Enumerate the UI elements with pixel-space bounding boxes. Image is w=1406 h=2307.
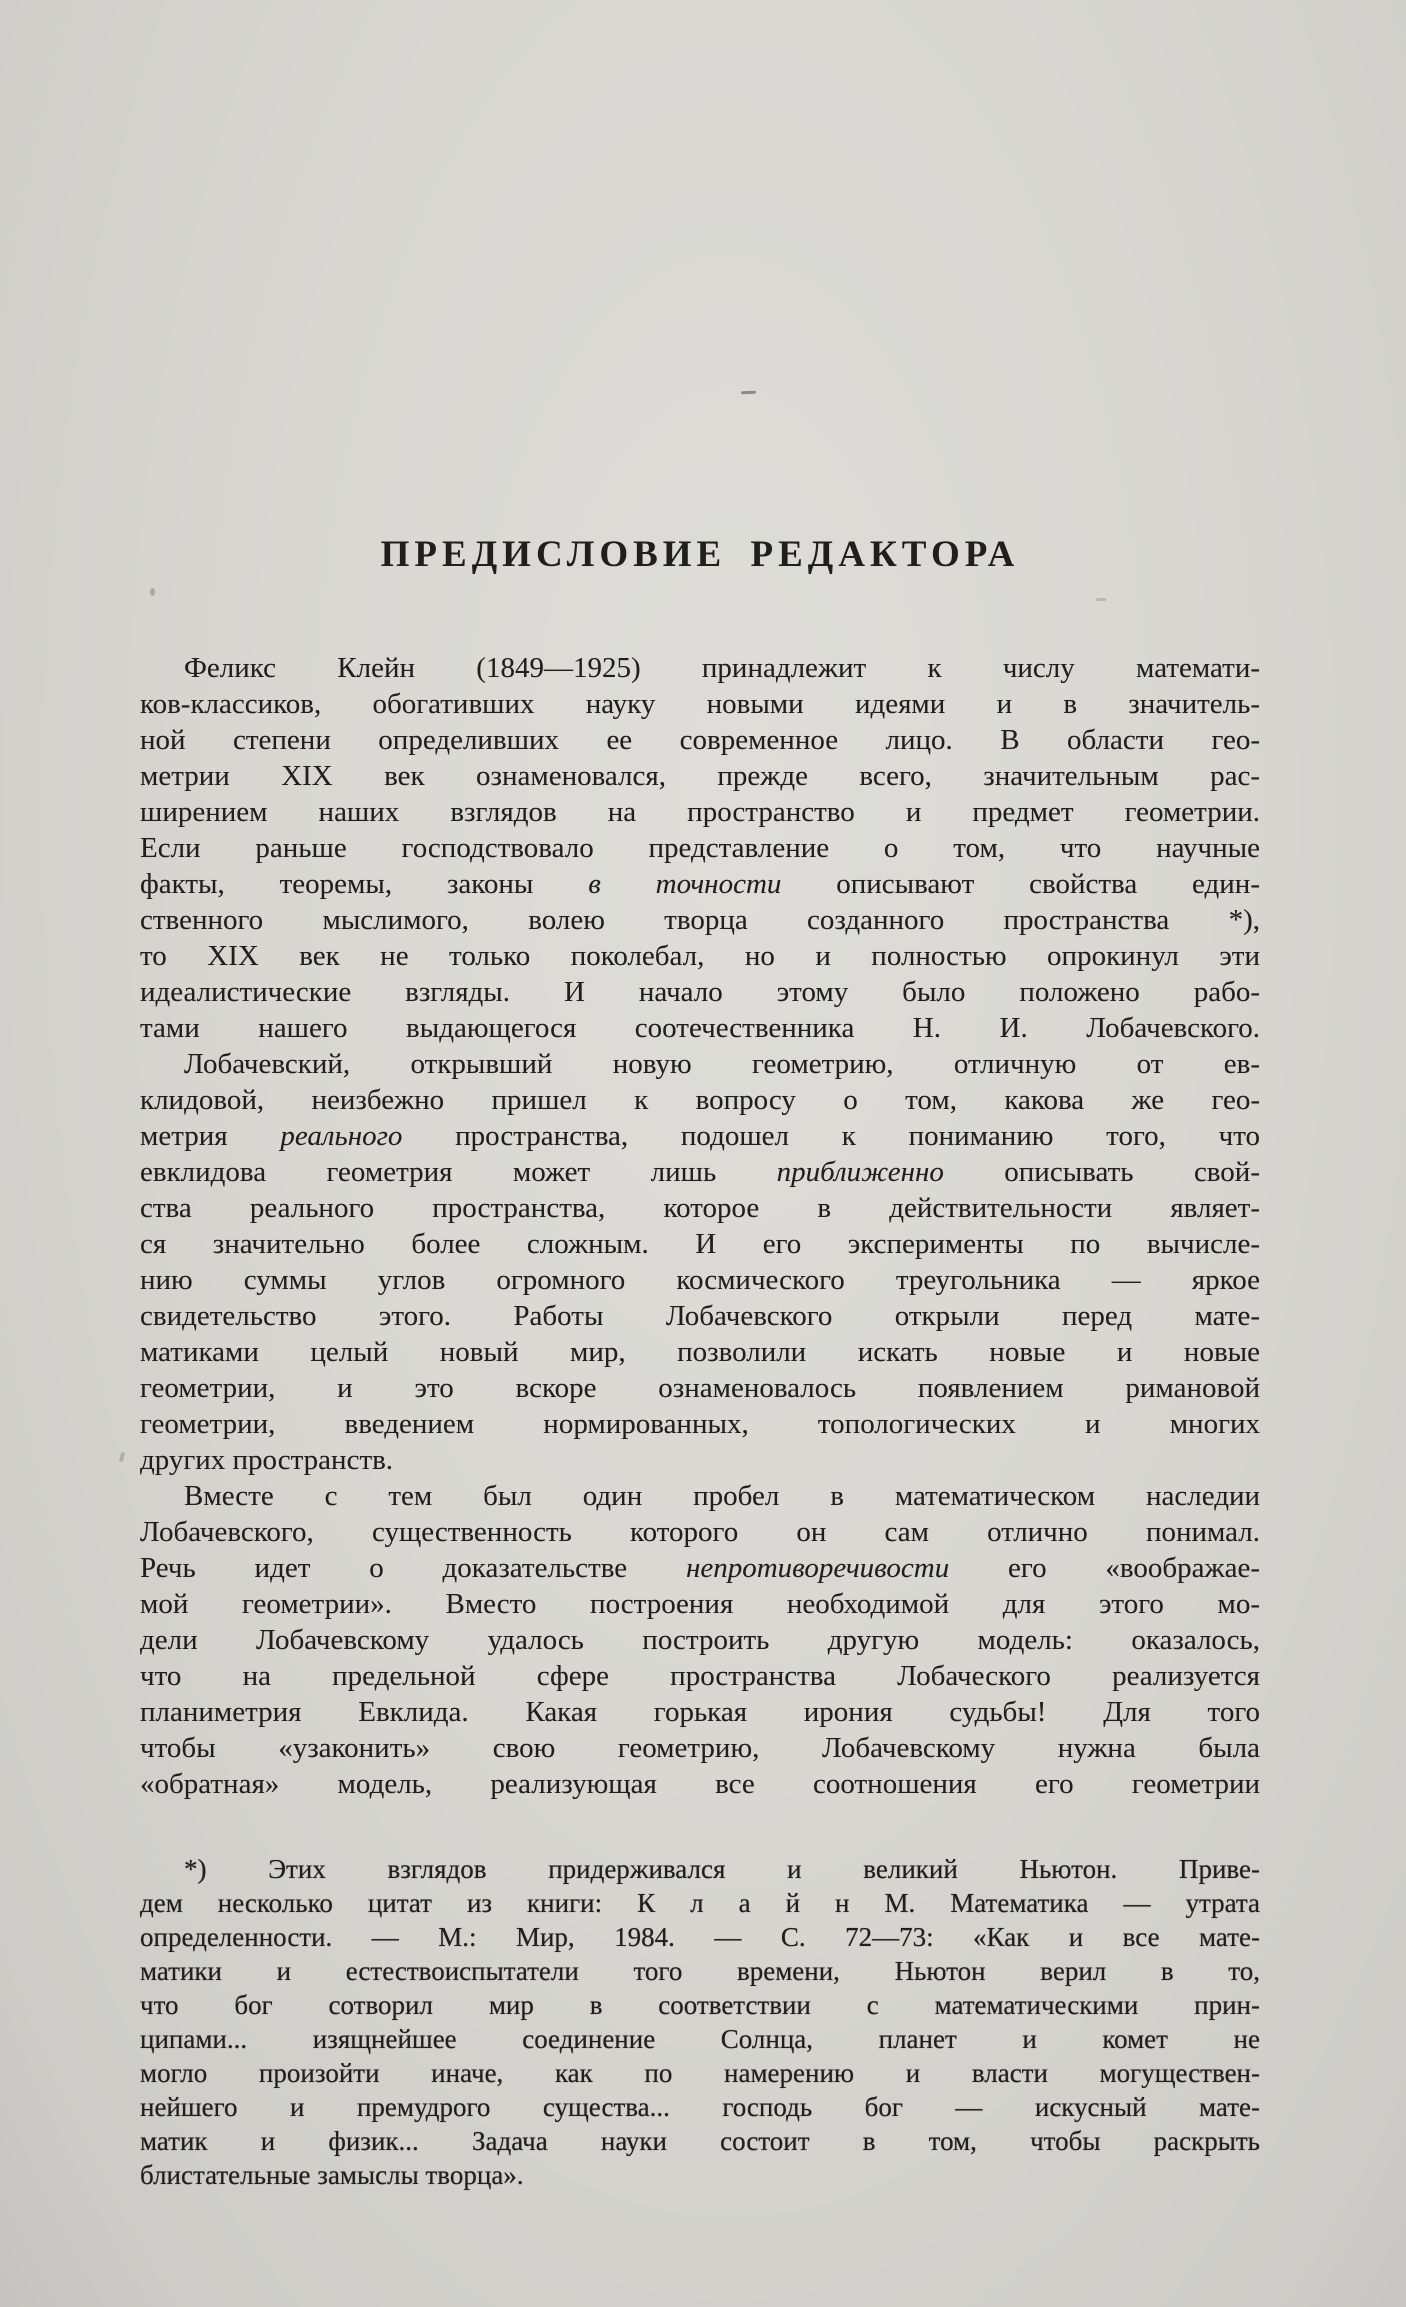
scan-artifact: [119, 1452, 125, 1463]
text-line: идеалистические взгляды. И начало этому было положено рабо-: [140, 976, 1260, 1008]
text-line: других пространств.: [140, 1444, 394, 1476]
text-line: ственного мыслимого, волею творца созданного пространства *),: [140, 904, 1260, 936]
scan-artifact: [150, 588, 155, 596]
text-line: факты, теоремы, законы в точности описывают свойства един-: [140, 868, 1260, 900]
text-line: Феликс Клейн (1849—1925) принадлежит к числу математи-: [184, 652, 1260, 684]
paragraph: [140, 1478, 1260, 1802]
text-line: Речь идет о доказательстве непротиворечивости его «воображае-: [140, 1552, 1260, 1584]
footnote: [140, 1852, 1260, 2192]
paragraph: [140, 650, 1260, 1046]
text-line: ков-классиков, обогативших науку новыми идеями и в значитель-: [140, 688, 1260, 720]
text-line: ной степени определивших ее современное лицо. В области гео-: [140, 724, 1260, 756]
text-line: ципами... изящнейшее соединение Солнца, планет и комет не: [140, 2024, 1260, 2054]
text-line: планиметрия Евклида. Какая горькая ирония судьбы! Для того: [140, 1696, 1260, 1728]
text-line: дем несколько цитат из книги: К л а й н М. Математика — утрата: [140, 1888, 1260, 1918]
text-line: метрия реального пространства, подошел к пониманию того, что: [140, 1120, 1260, 1152]
text-line: клидовой, неизбежно пришел к вопросу о том, какова же гео-: [140, 1084, 1260, 1116]
text-line: геометрии, введением нормированных, топологических и многих: [140, 1408, 1260, 1440]
text-line: мой геометрии». Вместо построения необходимой для этого мо-: [140, 1588, 1260, 1620]
text-line: блистательные замыслы творца».: [140, 2160, 524, 2190]
text-line: что бог сотворил мир в соответствии с математическими прин-: [140, 1990, 1260, 2020]
text-line: матик и физик... Задача науки состоит в том, чтобы раскрыть: [140, 2126, 1260, 2156]
main-text: [140, 650, 1260, 1802]
scan-artifact: [1096, 598, 1106, 601]
text-line: дели Лобачевскому удалось построить другую модель: оказалось,: [140, 1624, 1260, 1656]
text-line: матиками целый новый мир, позволили искать новые и новые: [140, 1336, 1260, 1368]
text-line: определенности. — М.: Мир, 1984. — С. 72—73: «Как и все мате-: [140, 1922, 1260, 1952]
text-line: Лобачевского, существенность которого он сам отлично понимал.: [140, 1516, 1260, 1548]
text-line: что на предельной сфере пространства Лобаческого реализуется: [140, 1660, 1260, 1692]
text-line: Вместе с тем был один пробел в математическом наследии: [184, 1480, 1260, 1512]
text-line: Если раньше господствовало представление о том, что научные: [140, 832, 1260, 864]
text-line: «обратная» модель, реализующая все соотношения его геометрии: [140, 1768, 1260, 1800]
text-line: тами нашего выдающегося соотечественника Н. И. Лобачевского.: [140, 1012, 1260, 1044]
text-line: геометрии, и это вскоре ознаменовалось появлением римановой: [140, 1372, 1260, 1404]
text-line: свидетельство этого. Работы Лобачевского открыли перед мате-: [140, 1300, 1260, 1332]
paragraph: [140, 1046, 1260, 1478]
text-line: матики и естествоиспытатели того времени, Ньютон верил в то,: [140, 1956, 1260, 1986]
text-line: нию суммы углов огромного космического треугольника — яркое: [140, 1264, 1260, 1296]
page-title: ПРЕДИСЛОВИЕ РЕДАКТОРА: [380, 534, 1020, 575]
text-line: ства реального пространства, которое в действительности являет-: [140, 1192, 1260, 1224]
text-line: Лобачевский, открывший новую геометрию, отличную от ев-: [184, 1048, 1260, 1080]
text-line: чтобы «узаконить» свою геометрию, Лобачевскому нужна была: [140, 1732, 1260, 1764]
text-line: евклидова геометрия может лишь приближенно описывать свой-: [140, 1156, 1260, 1188]
scan-artifact: [741, 391, 756, 395]
text-line: ся значительно более сложным. И его эксперименты по вычисле-: [140, 1228, 1260, 1260]
text-line: *) Этих взглядов придерживался и великий Ньютон. Приве-: [184, 1854, 1260, 1884]
text-line: могло произойти иначе, как по намерению и власти могуществен-: [140, 2058, 1260, 2088]
text-line: нейшего и премудрого существа... господь бог — искусный мате-: [140, 2092, 1260, 2122]
text-line: то XIX век не только поколебал, но и полностью опрокинул эти: [140, 940, 1260, 972]
text-line: метрии XIX век ознаменовался, прежде всего, значительным рас-: [140, 760, 1260, 792]
text-line: ширением наших взглядов на пространство и предмет геометрии.: [140, 796, 1260, 828]
